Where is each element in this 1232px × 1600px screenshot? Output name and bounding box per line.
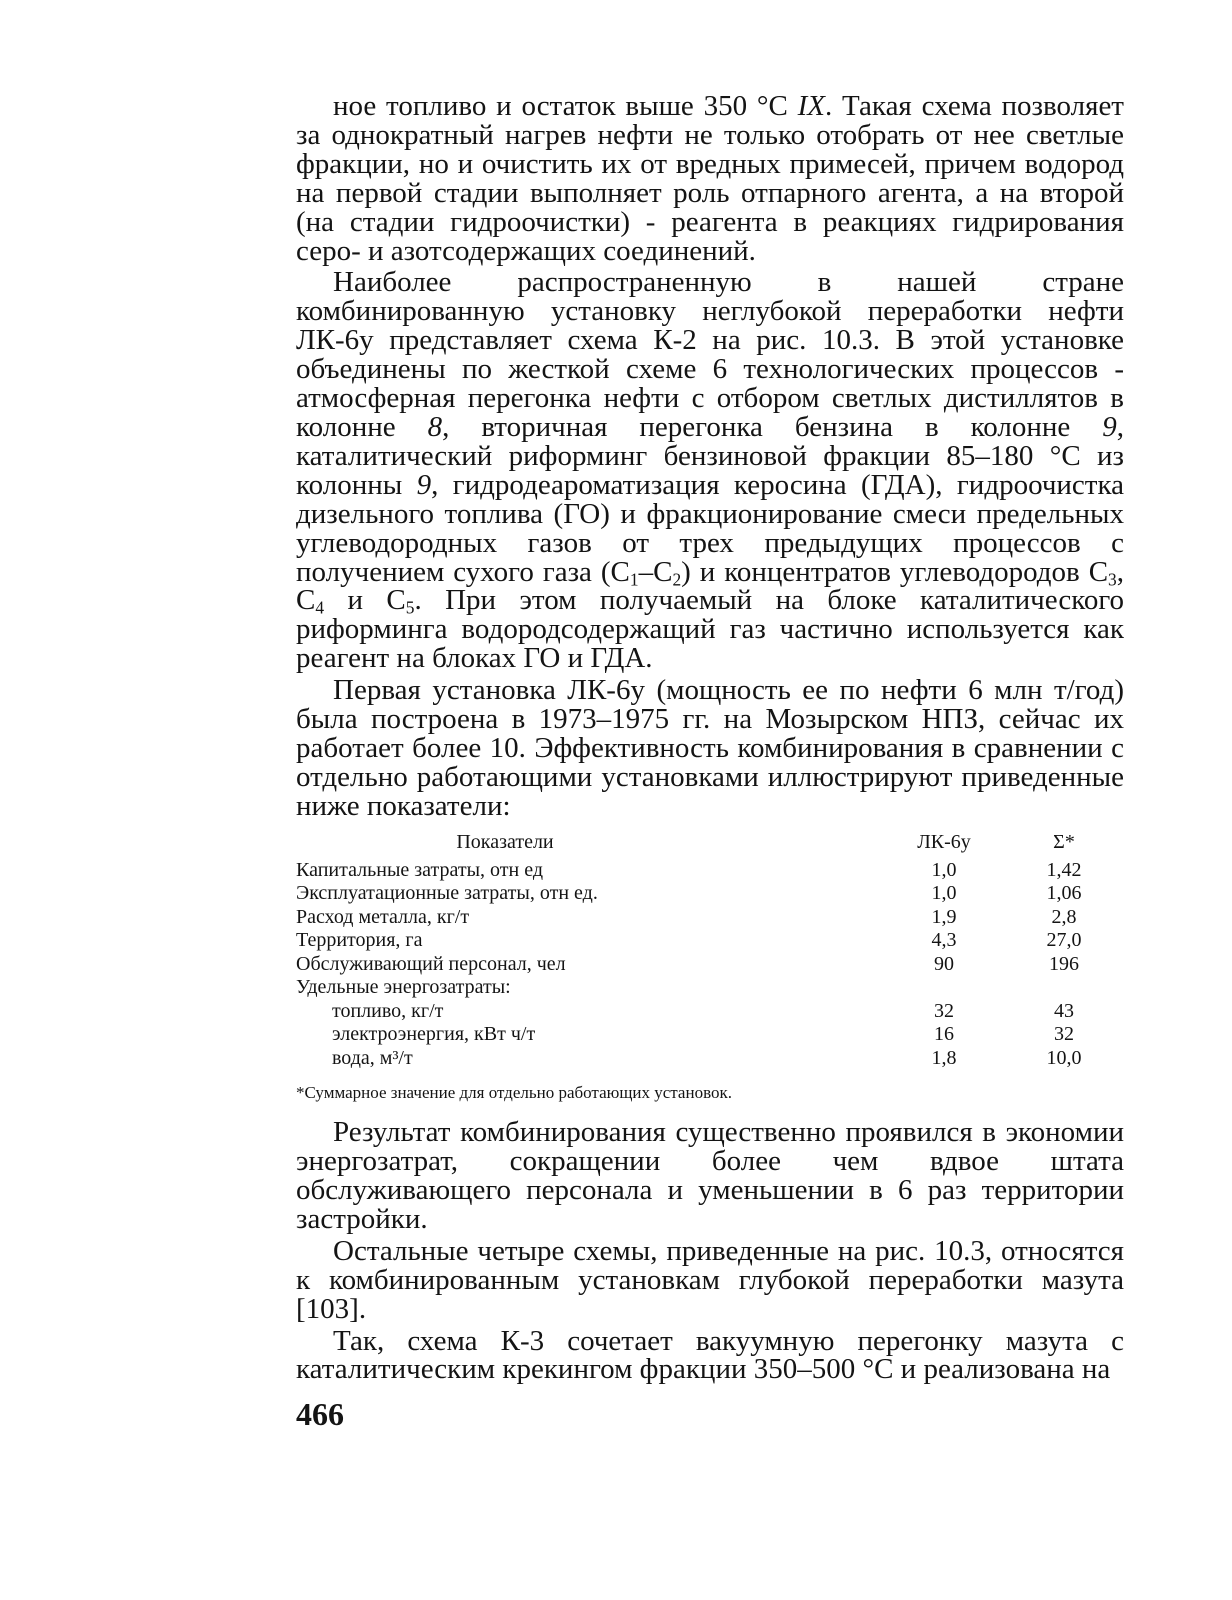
row-label: вода, м³/т (332, 1046, 413, 1069)
row-label: электроэнергия, кВт ч/т (332, 1023, 536, 1046)
page-number: 466 (296, 1396, 344, 1432)
text-segment: 1 (629, 568, 639, 589)
text-segment: IX (797, 90, 825, 122)
page-body (296, 92, 1124, 1384)
row-label: Эксплуатационные затраты, отн ед. (296, 882, 598, 905)
row-value-lk6u: 16 (934, 1023, 954, 1046)
paragraph (296, 1234, 1124, 1325)
row-value-lk6u: 32 (934, 999, 954, 1022)
table-row (296, 929, 1124, 953)
table-row (296, 859, 1124, 883)
text-segment: 4 (315, 597, 325, 618)
row-label: Территория, га (296, 929, 423, 952)
row-value-lk6u: 1,0 (931, 882, 957, 905)
row-value-sum: 43 (1054, 999, 1074, 1022)
row-label: Удельные энергозатраты: (296, 976, 511, 999)
row-label: Капитальные затраты, отн ед (296, 858, 544, 881)
row-value-lk6u: 90 (934, 952, 954, 975)
text-segment: –С (638, 555, 673, 588)
paragraph (296, 1324, 1124, 1386)
text-segment: 9 (416, 468, 432, 501)
row-value-sum: 27,0 (1046, 929, 1082, 952)
row-value-lk6u: 1,9 (931, 905, 957, 928)
text-segment: . При этом получаемый на блоке каталитического риформинга водородсодержащий газ частично используется как реагент на блоках ГО и ГДА. (296, 584, 1124, 675)
text-segment: ное топливо и остаток выше 350 °С (333, 90, 798, 122)
paragraph (296, 92, 1124, 265)
text-segment: Первая установка ЛК-6у (мощность ее по нефти 6 млн т/год) была построена в 1973–1975 гг. на Мозырском НПЗ, сейчас их работает более 10. Эффективность комбинирования в сравнении с отдельно работающими установками иллюстрируют приведенные ниже показатели: (296, 674, 1124, 822)
text-segment: , каталитический риформинг бензиновой фракции 85–180 °С из колонны (296, 410, 1125, 501)
header-lk6u: ЛК-6у (917, 830, 971, 853)
row-value-sum: 196 (1049, 952, 1079, 975)
row-value-lk6u (884, 976, 1004, 1000)
text-segment: , вторичная перегонка бензина в колонне (442, 410, 1103, 443)
header-sum: Σ* (1053, 830, 1075, 853)
row-label: Обслуживающий персонал, чел (296, 952, 566, 975)
row-value-sum: 10,0 (1046, 1046, 1082, 1069)
table-row (296, 1047, 1124, 1071)
table-footnote: *Суммарное значение для отдельно работающих установок. (296, 1083, 732, 1103)
text-segment: Так, схема К-3 сочетает вакуумную перегонку мазута с каталитическим крекингом фракции 350–500 °С и реализована на (296, 1324, 1124, 1386)
row-value-sum: 1,42 (1046, 858, 1082, 881)
text-segment: 3 (1108, 568, 1117, 589)
paragraph (296, 1118, 1124, 1234)
table-row (296, 1023, 1124, 1047)
paragraphs-before-table (296, 92, 1124, 821)
row-value-sum: 1,06 (1046, 882, 1082, 905)
row-value-lk6u: 4,3 (931, 929, 957, 952)
table-row (296, 906, 1124, 930)
text-segment: 9 (1102, 410, 1117, 443)
paragraph (296, 268, 1124, 673)
row-value-lk6u: 1,0 (931, 858, 957, 881)
row-label: топливо, кг/т (332, 999, 444, 1022)
text-segment: 2 (672, 568, 682, 589)
table-row (296, 976, 1124, 1000)
text-segment: 8 (427, 410, 443, 443)
row-value-sum: 2,8 (1051, 905, 1077, 928)
row-label: Расход металла, кг/т (296, 905, 470, 928)
text-segment: и С (324, 584, 406, 617)
table-body (296, 859, 1124, 1071)
table-row (296, 953, 1124, 977)
text-segment: Результат комбинирования существенно проявился в экономии энергозатрат, сокращении более чем вдвое штата обслуживающего персонала и уменьшении в 6 раз территории застройки. (296, 1116, 1124, 1235)
row-value-sum (1004, 976, 1124, 1000)
text-segment: . Такая схема позволяет за однократный нагрев нефти не только отобрать от нее светлые фракции, но и очистить их от вредных примесей, причем водород на первой стадии выполняет роль отпарного агента, а на второй (на стадии гидроочистки) - реагента в реакциях гидрирования серо- и азотсодержащих соединений. (296, 90, 1124, 267)
header-indicators: Показатели (456, 830, 554, 853)
text-segment: ) и концентратов углеводородов С (681, 555, 1109, 588)
text-segment: 5 (405, 597, 415, 618)
row-value-sum: 32 (1054, 1023, 1074, 1046)
indicators-table (296, 831, 1124, 1071)
paragraph (296, 676, 1124, 821)
text-segment: Остальные четыре схемы, приведенные на рис. 10.3, относятся к комбинированным установкам глубокой переработки мазута [103]. (296, 1234, 1124, 1325)
table-row (296, 882, 1124, 906)
text-segment: , гидродеароматизация керосина (ГДА), гидроочистка дизельного топлива (ГО) и фракционирование смеси предельных углеводородных газов от трех предыдущих процессов с получением сухого газа (С (296, 468, 1124, 588)
text-segment: , С (296, 555, 1124, 617)
text-segment: Наиболее распространенную в нашей стране комбинированную установку неглубокой переработки нефти ЛК-6у представляет схема К-2 на рис. 10.3. В этой установке объединены по жесткой схеме 6 технологических процессов - атмосферная перегонка нефти с отбором светлых дистиллятов в колонне (296, 266, 1124, 443)
table-row (296, 1000, 1124, 1024)
table-header-row (296, 831, 1124, 859)
paragraphs-after-table (296, 1118, 1124, 1384)
row-value-lk6u: 1,8 (931, 1046, 957, 1069)
